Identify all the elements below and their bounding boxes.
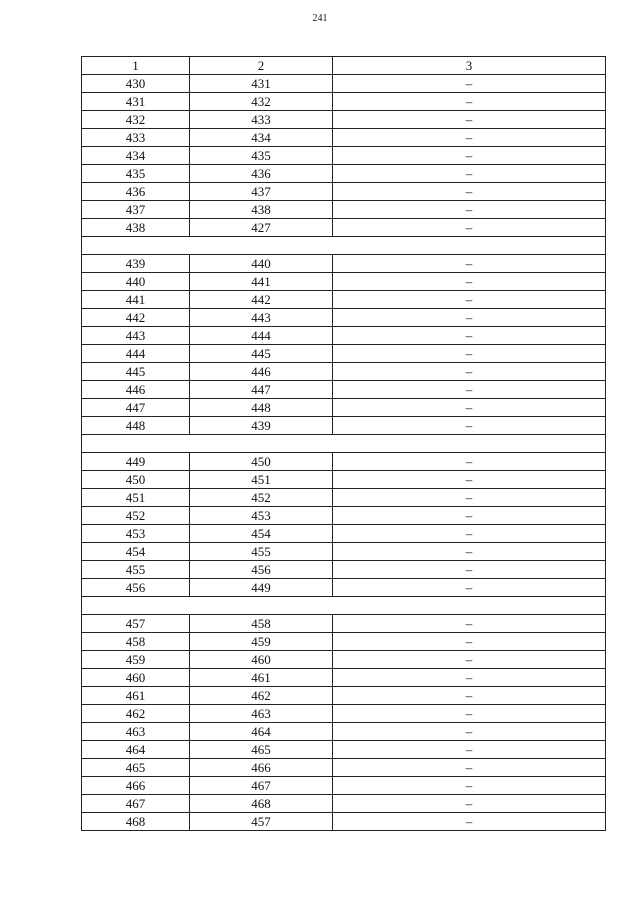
table-cell-col-3: – [333,669,606,687]
table-cell-col-1: 459 [82,651,190,669]
table-cell-col-3: – [333,489,606,507]
table-cell-col-3: – [333,813,606,831]
table-row [82,741,606,759]
table-cell-col-3: – [333,525,606,543]
table-cell-col-1: 444 [82,345,190,363]
table-row [82,615,606,633]
table-cell-col-3: – [333,129,606,147]
table-row [82,507,606,525]
table-row [82,417,606,435]
table-row [82,561,606,579]
table-row [82,723,606,741]
group-separator-row [82,597,606,615]
table-row [82,363,606,381]
table-cell-col-1: 434 [82,147,190,165]
table-row [82,255,606,273]
table-row [82,777,606,795]
table-cell-col-1: 435 [82,165,190,183]
table-cell-col-2: 427 [190,219,333,237]
table-cell-col-1: 454 [82,543,190,561]
table-cell-col-2: 467 [190,777,333,795]
table-cell-col-1: 452 [82,507,190,525]
table-row [82,525,606,543]
table-cell-col-2: 436 [190,165,333,183]
table-cell-col-3: – [333,471,606,489]
table-cell-col-2: 434 [190,129,333,147]
table-cell-col-3: – [333,705,606,723]
table-cell-col-3: – [333,399,606,417]
table-cell-col-1: 437 [82,201,190,219]
table-row [82,93,606,111]
group-separator-row [82,237,606,255]
table-body [82,75,606,831]
table-cell-col-2: 446 [190,363,333,381]
table-cell-col-1: 451 [82,489,190,507]
table-cell-col-3: – [333,417,606,435]
table-cell-col-2: 431 [190,75,333,93]
group-separator-cell [82,435,606,453]
header-row [82,57,606,75]
table-cell-col-2: 433 [190,111,333,129]
table-cell-col-2: 459 [190,633,333,651]
table-row [82,489,606,507]
table-row [82,759,606,777]
data-table [81,56,606,831]
table-cell-col-1: 446 [82,381,190,399]
table-cell-col-1: 467 [82,795,190,813]
table-cell-col-2: 442 [190,291,333,309]
table-row [82,201,606,219]
table-cell-col-3: – [333,309,606,327]
table-cell-col-3: – [333,291,606,309]
table-cell-col-2: 443 [190,309,333,327]
table-row [82,471,606,489]
table-cell-col-1: 442 [82,309,190,327]
table-cell-col-2: 450 [190,453,333,471]
table-cell-col-1: 448 [82,417,190,435]
table-row [82,219,606,237]
table-cell-col-3: – [333,579,606,597]
table-row [82,813,606,831]
table-row [82,705,606,723]
table-cell-col-3: – [333,561,606,579]
table-row [82,345,606,363]
table-cell-col-2: 440 [190,255,333,273]
table-cell-col-1: 432 [82,111,190,129]
table-cell-col-1: 439 [82,255,190,273]
table-row [82,129,606,147]
table-cell-col-2: 464 [190,723,333,741]
table-cell-col-1: 465 [82,759,190,777]
table-cell-col-1: 461 [82,687,190,705]
table-cell-col-2: 444 [190,327,333,345]
table-cell-col-2: 439 [190,417,333,435]
table-row [82,633,606,651]
table-cell-col-1: 447 [82,399,190,417]
table-cell-col-2: 461 [190,669,333,687]
table-cell-col-1: 457 [82,615,190,633]
table-cell-col-3: – [333,381,606,399]
table-cell-col-3: – [333,273,606,291]
table-cell-col-3: – [333,327,606,345]
table-row [82,399,606,417]
table-row [82,687,606,705]
table-cell-col-3: – [333,363,606,381]
table-row [82,165,606,183]
table-cell-col-2: 454 [190,525,333,543]
table-cell-col-2: 457 [190,813,333,831]
table-cell-col-1: 436 [82,183,190,201]
table-cell-col-1: 464 [82,741,190,759]
table-cell-col-1: 431 [82,93,190,111]
table-row [82,309,606,327]
table-cell-col-2: 449 [190,579,333,597]
table-cell-col-1: 449 [82,453,190,471]
table-cell-col-3: – [333,741,606,759]
table-cell-col-2: 451 [190,471,333,489]
page-number: 241 [312,13,328,24]
table-row [82,273,606,291]
table-cell-col-3: – [333,201,606,219]
group-separator-row [82,435,606,453]
table-cell-col-3: – [333,543,606,561]
table-cell-col-1: 440 [82,273,190,291]
table-cell-col-2: 452 [190,489,333,507]
table-cell-col-2: 435 [190,147,333,165]
table-header [82,57,606,75]
table-cell-col-1: 438 [82,219,190,237]
column-header-2: 2 [190,57,333,75]
table-cell-col-1: 456 [82,579,190,597]
table-row [82,453,606,471]
table-row [82,183,606,201]
table-cell-col-3: – [333,651,606,669]
table-row [82,669,606,687]
table-cell-col-2: 468 [190,795,333,813]
column-header-1: 1 [82,57,190,75]
table-cell-col-2: 463 [190,705,333,723]
table-cell-col-1: 441 [82,291,190,309]
table-row [82,291,606,309]
table-cell-col-3: – [333,777,606,795]
table-cell-col-3: – [333,93,606,111]
table-cell-col-1: 460 [82,669,190,687]
table-cell-col-3: – [333,75,606,93]
table-cell-col-2: 462 [190,687,333,705]
table-cell-col-3: – [333,255,606,273]
table-cell-col-1: 433 [82,129,190,147]
table-cell-col-1: 450 [82,471,190,489]
table-cell-col-1: 453 [82,525,190,543]
table-cell-col-3: – [333,453,606,471]
table-cell-col-2: 447 [190,381,333,399]
table-cell-col-1: 466 [82,777,190,795]
table-cell-col-3: – [333,507,606,525]
table-cell-col-3: – [333,633,606,651]
table-cell-col-1: 455 [82,561,190,579]
table-cell-col-2: 441 [190,273,333,291]
table-row [82,327,606,345]
table-cell-col-1: 445 [82,363,190,381]
table-cell-col-3: – [333,111,606,129]
table-cell-col-2: 432 [190,93,333,111]
table-cell-col-2: 460 [190,651,333,669]
table-cell-col-1: 443 [82,327,190,345]
table-cell-col-2: 438 [190,201,333,219]
table-row [82,75,606,93]
table-row [82,147,606,165]
table-cell-col-3: – [333,165,606,183]
table-cell-col-1: 463 [82,723,190,741]
table-cell-col-2: 466 [190,759,333,777]
column-header-3: 3 [333,57,606,75]
table-cell-col-2: 437 [190,183,333,201]
table-row [82,651,606,669]
table-cell-col-2: 445 [190,345,333,363]
table-row [82,111,606,129]
table-cell-col-3: – [333,723,606,741]
table-cell-col-3: – [333,687,606,705]
group-separator-cell [82,597,606,615]
table-cell-col-3: – [333,147,606,165]
table-cell-col-2: 448 [190,399,333,417]
table-cell-col-2: 456 [190,561,333,579]
table-cell-col-3: – [333,795,606,813]
table-cell-col-3: – [333,615,606,633]
table-row [82,381,606,399]
table-cell-col-2: 465 [190,741,333,759]
table-cell-col-3: – [333,345,606,363]
table-row [82,579,606,597]
table-cell-col-1: 468 [82,813,190,831]
table-row [82,795,606,813]
table-cell-col-3: – [333,183,606,201]
table-cell-col-2: 453 [190,507,333,525]
table-row [82,543,606,561]
group-separator-cell [82,237,606,255]
table-cell-col-2: 455 [190,543,333,561]
table-cell-col-3: – [333,219,606,237]
table-cell-col-1: 462 [82,705,190,723]
table-cell-col-2: 458 [190,615,333,633]
table-cell-col-1: 458 [82,633,190,651]
table-cell-col-1: 430 [82,75,190,93]
table-cell-col-3: – [333,759,606,777]
